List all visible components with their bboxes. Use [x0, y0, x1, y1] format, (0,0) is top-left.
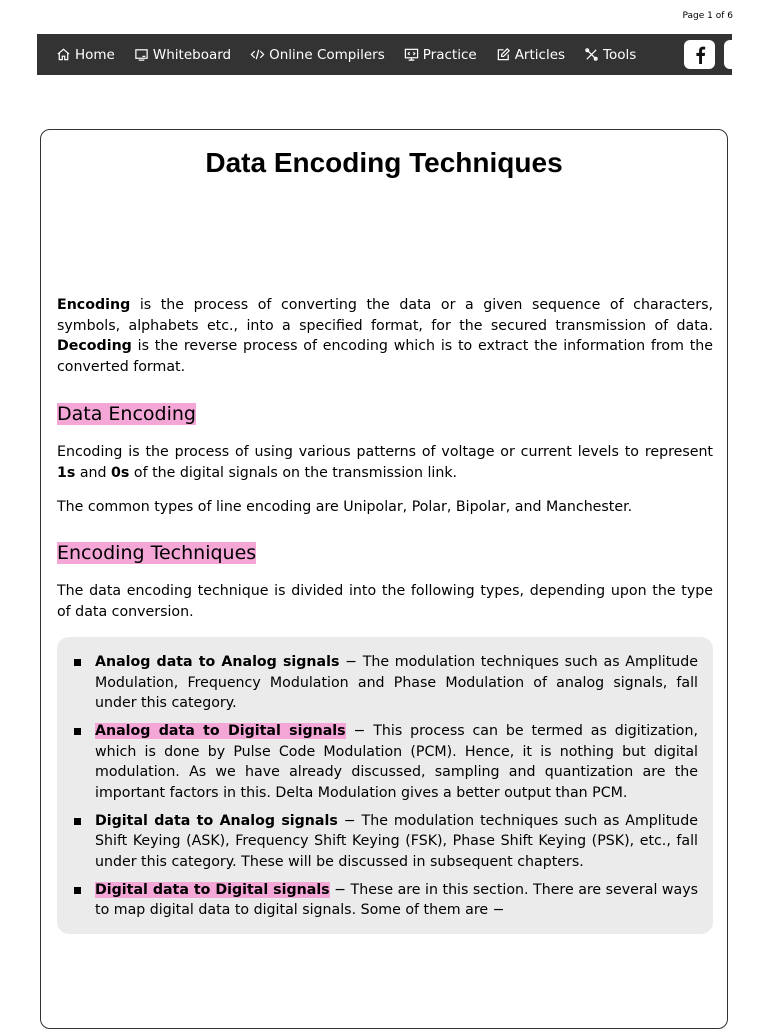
facebook-icon	[693, 46, 707, 64]
encoding-types-list	[71, 652, 698, 928]
nav-practice-label: Practice	[422, 46, 477, 63]
nav-home[interactable]	[56, 47, 115, 63]
encoding-techniques-paragraph: The data encoding technique is divided into the following types, depending upon the type of data conversion.	[57, 583, 713, 620]
encoding-term: Encoding	[57, 297, 131, 313]
home-icon	[56, 47, 71, 62]
heading-data-encoding: Data Encoding	[57, 403, 196, 425]
bullet-square-icon	[74, 728, 81, 735]
nav-articles-label: Articles	[514, 46, 566, 63]
page-title: Data Encoding Techniques	[205, 147, 563, 178]
nav-practice[interactable]	[404, 47, 477, 63]
whiteboard-icon	[134, 47, 149, 62]
bullet-square-icon	[74, 887, 81, 894]
data-encoding-paragraph-2: The common types of line encoding are Unipolar, Polar, Bipolar, and Manchester.	[57, 499, 633, 515]
intro-paragraph	[57, 295, 713, 377]
nav-online-compilers-label: Online Compilers	[269, 46, 385, 63]
top-navbar	[37, 34, 732, 75]
data-encoding-paragraph-1: Encoding is the process of using various patterns of voltage or current levels to represent 1s and 0s of the digital signals on the transmission link.	[57, 444, 713, 481]
bullet-square-icon	[74, 659, 81, 666]
nav-whiteboard-label: Whiteboard	[152, 46, 232, 63]
list-item: Analog data to Analog signals − The modulation techniques such as Amplitude Modulation, Frequency Modulation and Phase Modulation of analog signals, fall under this category.	[71, 652, 698, 714]
nav-articles[interactable]	[496, 47, 565, 63]
facebook-button[interactable]	[684, 40, 715, 69]
nav-whiteboard[interactable]	[134, 47, 231, 63]
tools-icon	[584, 47, 599, 62]
heading-encoding-techniques: Encoding Techniques	[57, 542, 257, 564]
intro-text-2: is the reverse process of encoding which is to extract the information from the converted format.	[57, 338, 713, 375]
decoding-term: Decoding	[57, 338, 132, 354]
practice-icon	[404, 47, 419, 62]
nav-tools-label: Tools	[603, 46, 637, 63]
intro-text-1: is the process of converting the data or a given sequence of characters, symbols, alphabets etc., into a specified format, for the secured transmission of data.	[57, 297, 713, 334]
social-button-partial[interactable]	[724, 40, 732, 69]
page-indicator: Page 1 of 6	[682, 11, 733, 21]
nav-online-compilers[interactable]	[250, 47, 385, 63]
list-item: Analog data to Digital signals − This process can be termed as digitization, which is done by Pulse Code Modulation (PCM). Hence, it is nothing but digital modulation. As we have already discussed, sampling and quantization are the important factors in this. Delta Modulation gives a better output than PCM.	[71, 721, 698, 803]
nav-tools[interactable]	[584, 47, 636, 63]
list-item: Digital data to Digital signals − These are in this section. There are several ways to map digital data to digital signals. Some of them are −	[71, 880, 698, 921]
code-icon	[250, 47, 265, 62]
edit-icon	[496, 47, 511, 62]
list-item: Digital data to Analog signals − The modulation techniques such as Amplitude Shift Keying (ASK), Frequency Shift Keying (FSK), Phase Shift Keying (PSK), etc., fall under this category. These will be discussed in subsequent chapters.	[71, 811, 698, 873]
nav-home-label: Home	[75, 46, 115, 63]
bullet-square-icon	[74, 818, 81, 825]
